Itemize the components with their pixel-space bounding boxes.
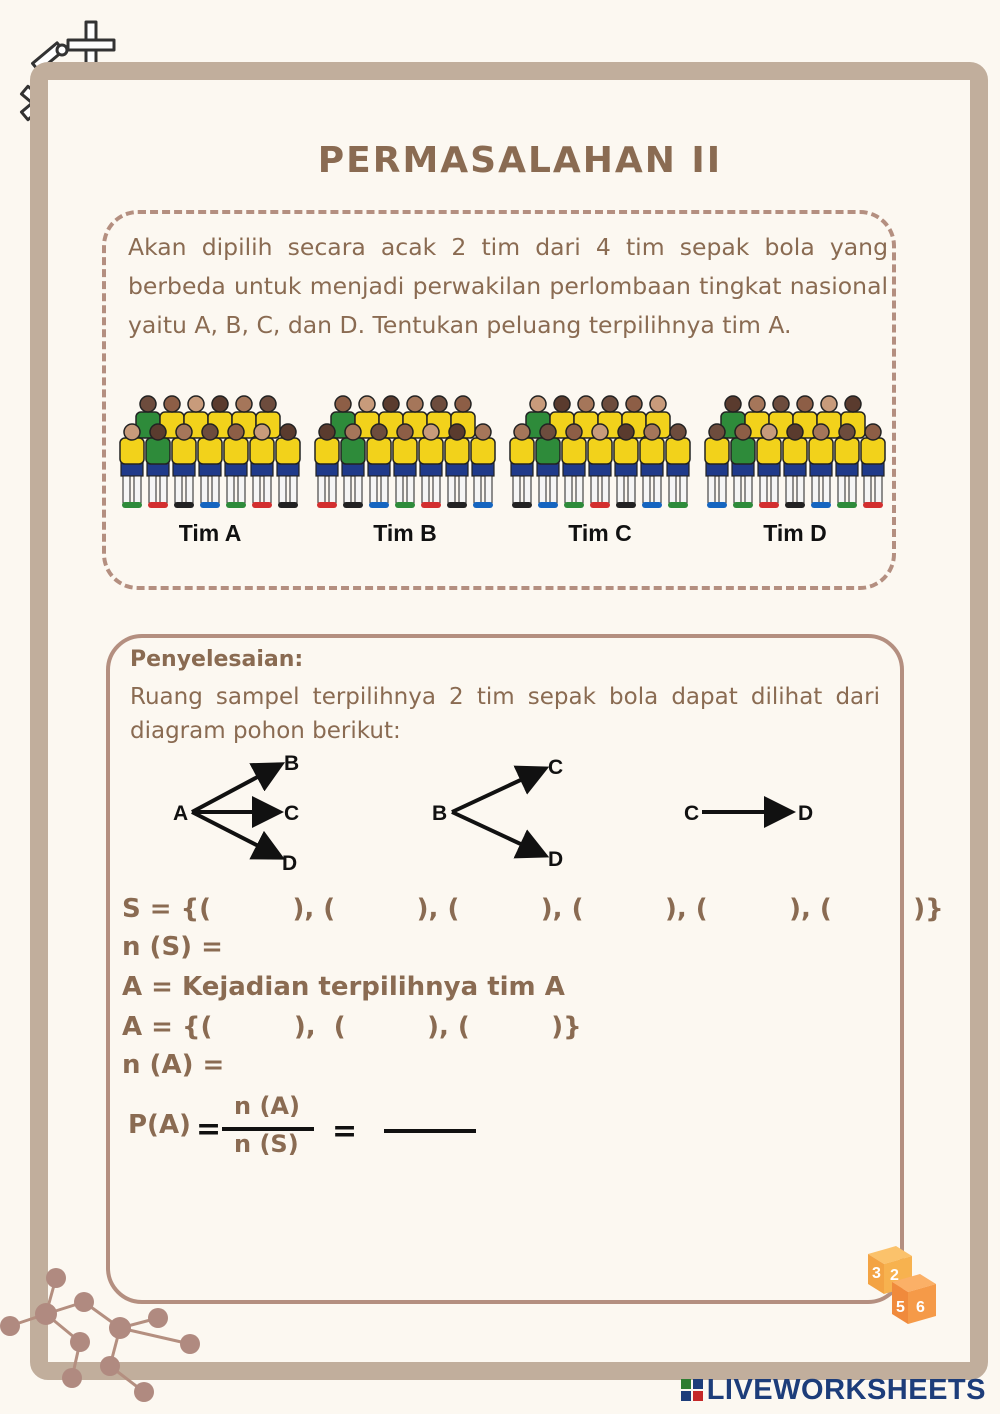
tree-node-a-d: D [282,852,298,875]
dice-icon [860,1240,950,1330]
tree-node-b-c: C [548,756,564,779]
branch-b-d [452,812,542,854]
branch-a-d [192,812,278,856]
tree-node-c-d: D [798,802,814,825]
team-label-d: Tim D [763,520,827,546]
molecule-icon [0,1262,210,1414]
tree-node-a-b: B [284,752,300,775]
svg-text:6: 6 [916,1299,925,1316]
n-a-line[interactable]: n (A) = [122,1050,225,1080]
fraction-numerator: n (A) [234,1092,300,1120]
team-label-a: Tim A [178,520,242,546]
svg-text:2: 2 [890,1267,899,1284]
liveworksheets-mark-icon [681,1379,703,1401]
problem-text: Akan dipilih secara acak 2 tim dari 4 tim sepak bola yang berbeda untuk menjadi perwakilan perlombaan tingkat nasional yaitu A, B, C, dan D. Tentukan peluang terpilihnya tim A. [128,233,888,339]
event-set-line[interactable]: A = {( ), ( ), ( )} [122,1012,582,1042]
svg-text:5: 5 [896,1299,905,1316]
page-title: PERMASALAHAN II [317,140,723,181]
probability-eq1: = [196,1112,222,1147]
probability-lhs: P(A) [128,1110,191,1140]
n-s-line[interactable]: n (S) = [122,932,223,962]
solution-heading: Penyelesaian: [130,647,304,672]
branch-a-b [192,766,278,812]
tree-node-c-root: C [684,802,700,825]
sample-space-line[interactable]: S = {( ), ( ), ( ), ( ), ( ), ( )} [122,894,944,924]
liveworksheets-logo-text: LIVEWORKSHEETS [706,1374,986,1406]
team-label-b: Tim B [373,520,437,546]
tree-node-a-root: A [173,802,189,825]
branch-b-c [452,770,542,812]
tree-node-b-root: B [432,802,448,825]
liveworksheets-logo [681,1374,986,1407]
svg-text:3: 3 [872,1265,881,1282]
answer-blank[interactable] [384,1129,476,1133]
tree-node-a-c: C [284,802,300,825]
probability-eq2: = [332,1114,358,1149]
tree-node-b-d: D [548,848,564,871]
event-definition: A = Kejadian terpilihnya tim A [122,972,565,1002]
fraction-denominator: n (S) [234,1130,299,1158]
solution-intro: Ruang sampel terpilihnya 2 tim sepak bola dapat dilihat dari diagram pohon berikut: [130,684,880,744]
team-label-c: Tim C [568,520,632,546]
